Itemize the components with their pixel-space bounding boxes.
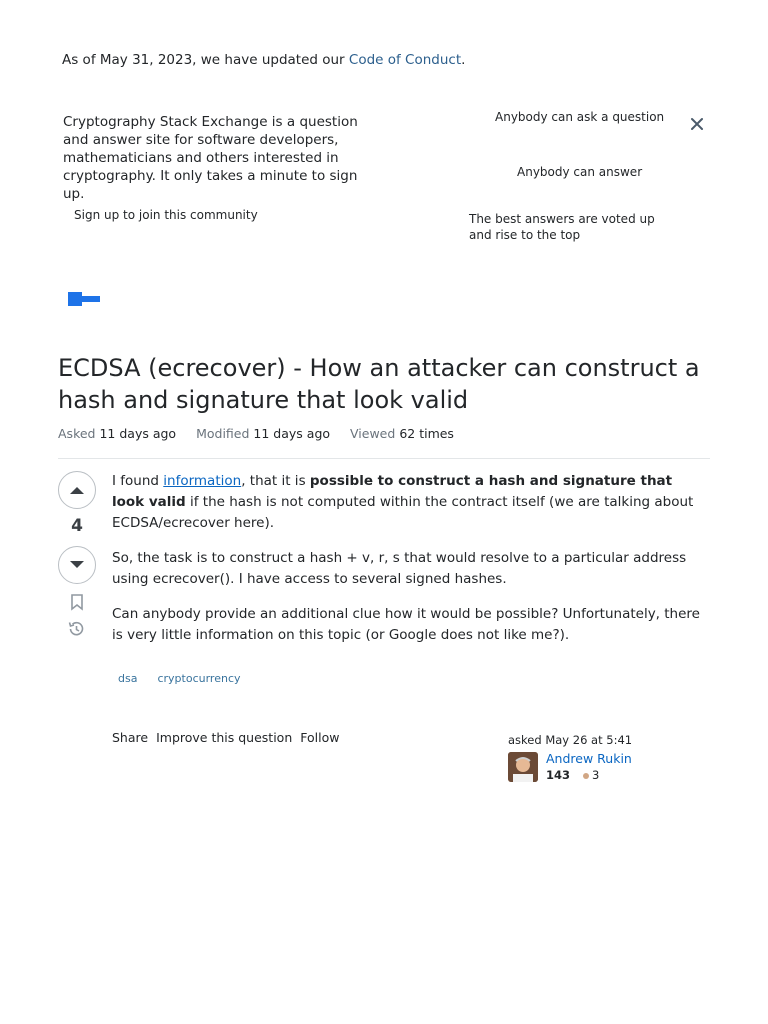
body-bold-text: possible to construct a hash and signature that look valid: [112, 473, 673, 510]
meta-viewed-label: Viewed: [350, 426, 396, 441]
feature-ask: Anybody can ask a question: [495, 110, 665, 124]
reputation-score: 143: [546, 768, 571, 782]
question-meta: [58, 426, 470, 441]
conduct-notice: [62, 52, 465, 68]
downvote-arrow-icon: [69, 560, 85, 570]
body-text: So, the task is to construct a hash + v, r, s that would resolve to a particular address using ecrecover(). I have access to several signed hashes.: [112, 550, 687, 587]
history-icon: [66, 619, 86, 639]
meta-viewed: [350, 426, 454, 441]
notice-text: As of May 31, 2023, we have updated our: [62, 52, 349, 68]
follow-link[interactable]: Follow: [300, 730, 340, 745]
question-title[interactable]: ECDSA (ecrecover) - How an attacker can construct a hash and signature that look valid: [58, 354, 700, 414]
tag-list: [112, 668, 247, 689]
bronze-badge-count: 3: [592, 768, 600, 782]
upvote-arrow-icon: [69, 485, 85, 495]
share-link[interactable]: Share: [112, 730, 149, 745]
meta-asked: [58, 426, 176, 441]
bookmark-icon: [67, 592, 87, 612]
meta-viewed-value: 62 times: [399, 426, 454, 441]
improve-question-link[interactable]: Improve this question: [156, 730, 293, 745]
body-text: if the hash is not computed within the contract itself (we are talking about ECDSA/ecrecover here).: [112, 494, 694, 531]
meta-asked-label: Asked: [58, 426, 96, 441]
question-body-paragraph-1: [112, 471, 702, 534]
meta-asked-value: 11 days ago: [99, 426, 177, 441]
question-body-paragraph-3: [112, 604, 702, 646]
body-text: , that it is: [241, 473, 310, 489]
upvote-button[interactable]: [58, 471, 96, 509]
tag-cryptocurrency[interactable]: cryptocurrency: [151, 668, 246, 689]
bronze-badge-icon: [583, 773, 589, 779]
feature-voted: The best answers are voted up and rise to the top: [469, 212, 655, 242]
divider: [58, 458, 710, 459]
body-text: I found: [112, 473, 164, 489]
meta-modified: [196, 426, 330, 441]
information-link[interactable]: information: [163, 473, 242, 489]
notice-suffix: .: [461, 52, 466, 68]
signup-button[interactable]: Sign up to join this community: [74, 208, 258, 222]
post-actions: [112, 730, 339, 745]
close-icon: [688, 114, 706, 134]
meta-modified-label: Modified: [196, 426, 250, 441]
bronze-badge: [583, 768, 599, 782]
tag-dsa[interactable]: dsa: [112, 668, 143, 689]
vote-count: 4: [71, 516, 83, 536]
avatar[interactable]: [508, 752, 538, 782]
asked-timestamp: asked May 26 at 5:41: [508, 733, 633, 747]
close-banner-button[interactable]: [688, 114, 706, 134]
code-of-conduct-link[interactable]: Code of Conduct: [348, 52, 462, 68]
meta-modified-value: 11 days ago: [253, 426, 331, 441]
site-intro-text: Cryptography Stack Exchange is a question and answer site for software developers, mathematicians and others interested in cryptography. It only takes a minute to sign up.: [63, 114, 358, 202]
activity-history-button[interactable]: [66, 619, 86, 639]
body-text: Can anybody provide an additional clue how it would be possible? Unfortunately, there is very little information on this topic (or Google does not like me?).: [112, 606, 700, 643]
user-name-link[interactable]: Andrew Rukin: [546, 751, 632, 766]
downvote-button[interactable]: [58, 546, 96, 584]
feature-answer: Anybody can answer: [517, 165, 643, 179]
site-logo-icon: [68, 290, 102, 310]
question-body-paragraph-2: [112, 548, 702, 590]
bookmark-button[interactable]: [67, 592, 87, 612]
